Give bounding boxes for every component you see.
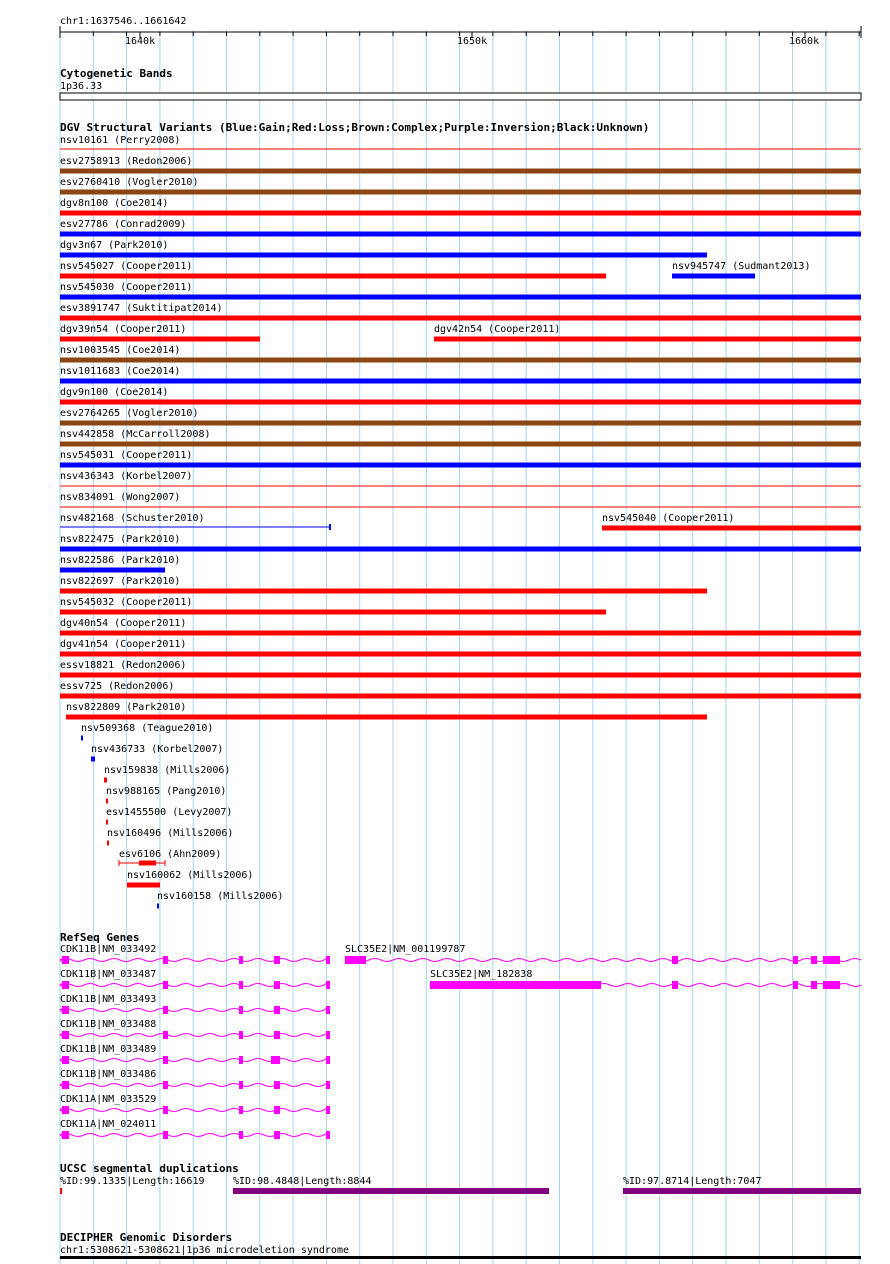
variant-bar[interactable]	[60, 547, 861, 552]
segdup-track	[60, 1162, 861, 1194]
variant-label: nsv822697 (Park2010)	[60, 576, 181, 587]
variant-bar[interactable]	[60, 652, 861, 657]
variant-bar[interactable]	[672, 274, 755, 279]
variant-bar[interactable]	[60, 568, 165, 573]
gene-label: CDK11B|NM_033489	[60, 1044, 157, 1055]
track-title: RefSeq Genes	[60, 931, 140, 944]
variant-label: nsv1011683 (Coe2014)	[60, 366, 181, 377]
variant-label: esv2760410 (Vogler2010)	[60, 177, 199, 188]
variant-label: nsv160158 (Mills2006)	[157, 891, 284, 902]
variant-bar[interactable]	[60, 442, 861, 447]
track-title: DGV Structural Variants (Blue:Gain;Red:Loss;Brown:Complex;Purple:Inversion;Black:Unknown)	[60, 121, 650, 134]
variant-label: esv2764265 (Vogler2010)	[60, 408, 199, 419]
refseq-track	[60, 931, 861, 1139]
gene-exon[interactable]	[271, 1056, 280, 1064]
gene-exon[interactable]	[326, 1031, 330, 1039]
gene-exon[interactable]	[326, 981, 330, 989]
gene-exon[interactable]	[326, 956, 330, 964]
gene-exon[interactable]	[62, 1106, 69, 1114]
variant-label: nsv160496 (Mills2006)	[107, 828, 234, 839]
cytoband-track	[60, 67, 861, 100]
variant-label: nsv160062 (Mills2006)	[127, 870, 254, 881]
decipher-bar[interactable]	[60, 1256, 861, 1259]
variant-label: dgv3n67 (Park2010)	[60, 240, 169, 251]
variant-label: nsv822809 (Park2010)	[66, 702, 187, 713]
variant-bar[interactable]	[60, 190, 861, 195]
segdup-label: %ID:99.1335|Length:16619	[60, 1176, 205, 1187]
variant-label: nsv1003545 (Coe2014)	[60, 345, 181, 356]
gene-label: CDK11B|NM_033486	[60, 1069, 157, 1080]
gene-exon[interactable]	[274, 956, 280, 964]
gene-exon[interactable]	[274, 1106, 280, 1114]
variant-label: esv6106 (Ahn2009)	[119, 849, 222, 860]
variant-label: dgv41n54 (Cooper2011)	[60, 639, 187, 650]
gene-intron-line	[60, 959, 330, 962]
gene-exon[interactable]	[430, 981, 601, 989]
variant-label: dgv39n54 (Cooper2011)	[60, 324, 187, 335]
track-title: Cytogenetic Bands	[60, 67, 173, 80]
gene-exon[interactable]	[163, 1031, 168, 1039]
variant-label: dgv9n100 (Coe2014)	[60, 387, 169, 398]
gene-exon[interactable]	[239, 1106, 243, 1114]
variant-label: nsv509368 (Teague2010)	[81, 723, 214, 734]
variant-bar[interactable]	[60, 337, 260, 342]
variant-label: nsv545031 (Cooper2011)	[60, 450, 193, 461]
gene-exon[interactable]	[326, 1131, 330, 1139]
gene-exon[interactable]	[163, 956, 168, 964]
gene-intron-line	[60, 1009, 330, 1012]
gene-exon[interactable]	[793, 956, 798, 964]
gene-intron-line	[60, 1084, 330, 1087]
gene-exon[interactable]	[274, 1006, 280, 1014]
gene-label: CDK11B|NM_033493	[60, 994, 157, 1005]
gene-exon[interactable]	[62, 1081, 69, 1089]
variant-bar[interactable]	[107, 841, 109, 846]
gene-intron-line	[60, 1059, 330, 1062]
variant-label: nsv545030 (Cooper2011)	[60, 282, 193, 293]
gene-label: CDK11B|NM_033488	[60, 1019, 157, 1030]
variant-bar[interactable]	[60, 253, 707, 258]
cytoband-label: 1p36.33	[60, 81, 103, 92]
gene-label: CDK11B|NM_033487	[60, 969, 157, 980]
gene-label: CDK11A|NM_024011	[60, 1119, 157, 1130]
gene-exon[interactable]	[326, 1081, 330, 1089]
variant-label: essv18821 (Redon2006)	[60, 660, 187, 671]
variant-bar[interactable]	[60, 295, 861, 300]
variant-label: nsv988165 (Pang2010)	[106, 786, 227, 797]
gene-exon[interactable]	[62, 1006, 69, 1014]
segdup-bar[interactable]	[623, 1188, 861, 1194]
ruler-tick-label: 1640k	[125, 36, 156, 47]
variant-bar[interactable]	[60, 463, 861, 468]
gene-exon[interactable]	[239, 1006, 243, 1014]
variant-bar[interactable]	[157, 904, 159, 909]
variant-label: nsv482168 (Schuster2010)	[60, 513, 205, 524]
variant-label: nsv945747 (Sudmant2013)	[672, 261, 811, 272]
variant-bar[interactable]	[60, 316, 861, 321]
gene-exon[interactable]	[672, 981, 678, 989]
variant-bar[interactable]	[60, 673, 861, 678]
variant-bar[interactable]	[60, 211, 861, 216]
variant-block	[139, 861, 156, 866]
segdup-label: %ID:98.4848|Length:8844	[233, 1176, 372, 1187]
gene-exon[interactable]	[163, 1131, 168, 1139]
gene-exon[interactable]	[326, 1106, 330, 1114]
variant-bar[interactable]	[60, 400, 861, 405]
segdup-bar[interactable]	[233, 1188, 549, 1194]
gene-exon[interactable]	[672, 956, 678, 964]
gene-exon[interactable]	[62, 981, 69, 989]
gene-exon[interactable]	[239, 1056, 243, 1064]
variant-label: esv27786 (Conrad2009)	[60, 219, 187, 230]
gene-intron-line	[60, 1034, 330, 1037]
variant-label: dgv8n100 (Coe2014)	[60, 198, 169, 209]
variant-label: essv725 (Redon2006)	[60, 681, 175, 692]
gene-label: CDK11B|NM_033492	[60, 944, 157, 955]
gene-exon[interactable]	[62, 1131, 69, 1139]
gene-exon[interactable]	[823, 981, 840, 989]
gene-intron-line	[60, 1109, 330, 1112]
variant-bar[interactable]	[104, 778, 107, 783]
gene-exon[interactable]	[811, 981, 817, 989]
variant-bar[interactable]	[60, 358, 861, 363]
track-title: DECIPHER Genomic Disorders	[60, 1231, 233, 1244]
variant-bar[interactable]	[106, 799, 108, 804]
gene-exon[interactable]	[163, 1006, 168, 1014]
gene-exon[interactable]	[823, 956, 840, 964]
gene-label: SLC35E2|NM_001199787	[345, 944, 466, 955]
ruler-track	[60, 16, 861, 47]
gene-exon[interactable]	[163, 1056, 168, 1064]
variant-label: dgv42n54 (Cooper2011)	[434, 324, 561, 335]
gene-exon[interactable]	[239, 1131, 243, 1139]
ruler-tick-label: 1650k	[457, 36, 488, 47]
variant-bar[interactable]	[60, 421, 861, 426]
ruler-tick-label: 1660k	[789, 36, 820, 47]
variant-bar[interactable]	[434, 337, 861, 342]
gene-exon[interactable]	[239, 981, 243, 989]
variant-label: nsv545032 (Cooper2011)	[60, 597, 193, 608]
gene-exon[interactable]	[163, 981, 168, 989]
gene-exon[interactable]	[326, 1056, 330, 1064]
variant-label: nsv436733 (Korbel2007)	[91, 744, 224, 755]
gene-exon[interactable]	[62, 956, 69, 964]
gene-intron-line	[60, 1134, 330, 1137]
gene-exon[interactable]	[62, 1031, 69, 1039]
gene-intron-line	[60, 984, 330, 987]
variant-label: nsv545040 (Cooper2011)	[602, 513, 735, 524]
variant-bar[interactable]	[60, 169, 861, 174]
variant-bar[interactable]	[60, 694, 861, 699]
variant-label: esv3891747 (Suktitipat2014)	[60, 303, 223, 314]
gene-exon[interactable]	[326, 1006, 330, 1014]
variant-bar[interactable]	[81, 736, 83, 741]
variant-bar[interactable]	[91, 757, 95, 762]
cytoband-bar[interactable]	[60, 93, 861, 100]
variant-bar[interactable]	[60, 274, 606, 279]
gene-exon[interactable]	[239, 956, 243, 964]
gene-exon[interactable]	[239, 1081, 243, 1089]
gene-exon[interactable]	[793, 981, 798, 989]
variant-label: esv2758913 (Redon2006)	[60, 156, 193, 167]
track-title: UCSC segmental duplications	[60, 1162, 239, 1175]
variant-bar[interactable]	[60, 610, 606, 615]
variant-label: esv1455500 (Levy2007)	[106, 807, 233, 818]
gene-intron-line	[345, 959, 861, 962]
variant-bar[interactable]	[60, 589, 707, 594]
gene-exon[interactable]	[163, 1081, 168, 1089]
gene-exon[interactable]	[274, 1081, 280, 1089]
variant-label: nsv822586 (Park2010)	[60, 555, 181, 566]
decipher-track	[60, 1231, 861, 1259]
variant-bar[interactable]	[60, 631, 861, 636]
decipher-label: chr1:5308621-5308621|1p36 microdeletion syndrome	[60, 1245, 349, 1256]
gene-exon[interactable]	[163, 1106, 168, 1114]
variant-bar[interactable]	[60, 379, 861, 384]
variant-bar[interactable]	[106, 820, 108, 825]
variant-label: nsv436343 (Korbel2007)	[60, 471, 193, 482]
variant-label: nsv442858 (McCarroll2008)	[60, 429, 211, 440]
variant-label: nsv822475 (Park2010)	[60, 534, 181, 545]
variant-bar[interactable]	[60, 232, 861, 237]
dgv-track	[60, 121, 861, 909]
variant-label: dgv40n54 (Cooper2011)	[60, 618, 187, 629]
gene-label: SLC35E2|NM_182838	[430, 969, 533, 980]
gene-exon[interactable]	[274, 981, 280, 989]
variant-label: nsv545027 (Cooper2011)	[60, 261, 193, 272]
gene-exon[interactable]	[345, 956, 366, 964]
variant-bar[interactable]	[602, 526, 861, 531]
gene-exon[interactable]	[239, 1031, 243, 1039]
gene-exon[interactable]	[811, 956, 817, 964]
gene-label: CDK11A|NM_033529	[60, 1094, 157, 1105]
variant-bar[interactable]	[66, 715, 707, 720]
ruler-position-label: chr1:1637546..1661642	[60, 16, 187, 27]
variant-label: nsv10161 (Perry2008)	[60, 135, 181, 146]
variant-label: nsv159838 (Mills2006)	[104, 765, 231, 776]
variant-label: nsv834091 (Wong2007)	[60, 492, 181, 503]
gene-exon[interactable]	[274, 1031, 280, 1039]
gene-exon[interactable]	[274, 1131, 280, 1139]
variant-bar[interactable]	[127, 883, 160, 888]
gene-exon[interactable]	[62, 1056, 69, 1064]
segdup-label: %ID:97.8714|Length:7047	[623, 1176, 762, 1187]
segdup-bar[interactable]	[60, 1188, 62, 1194]
